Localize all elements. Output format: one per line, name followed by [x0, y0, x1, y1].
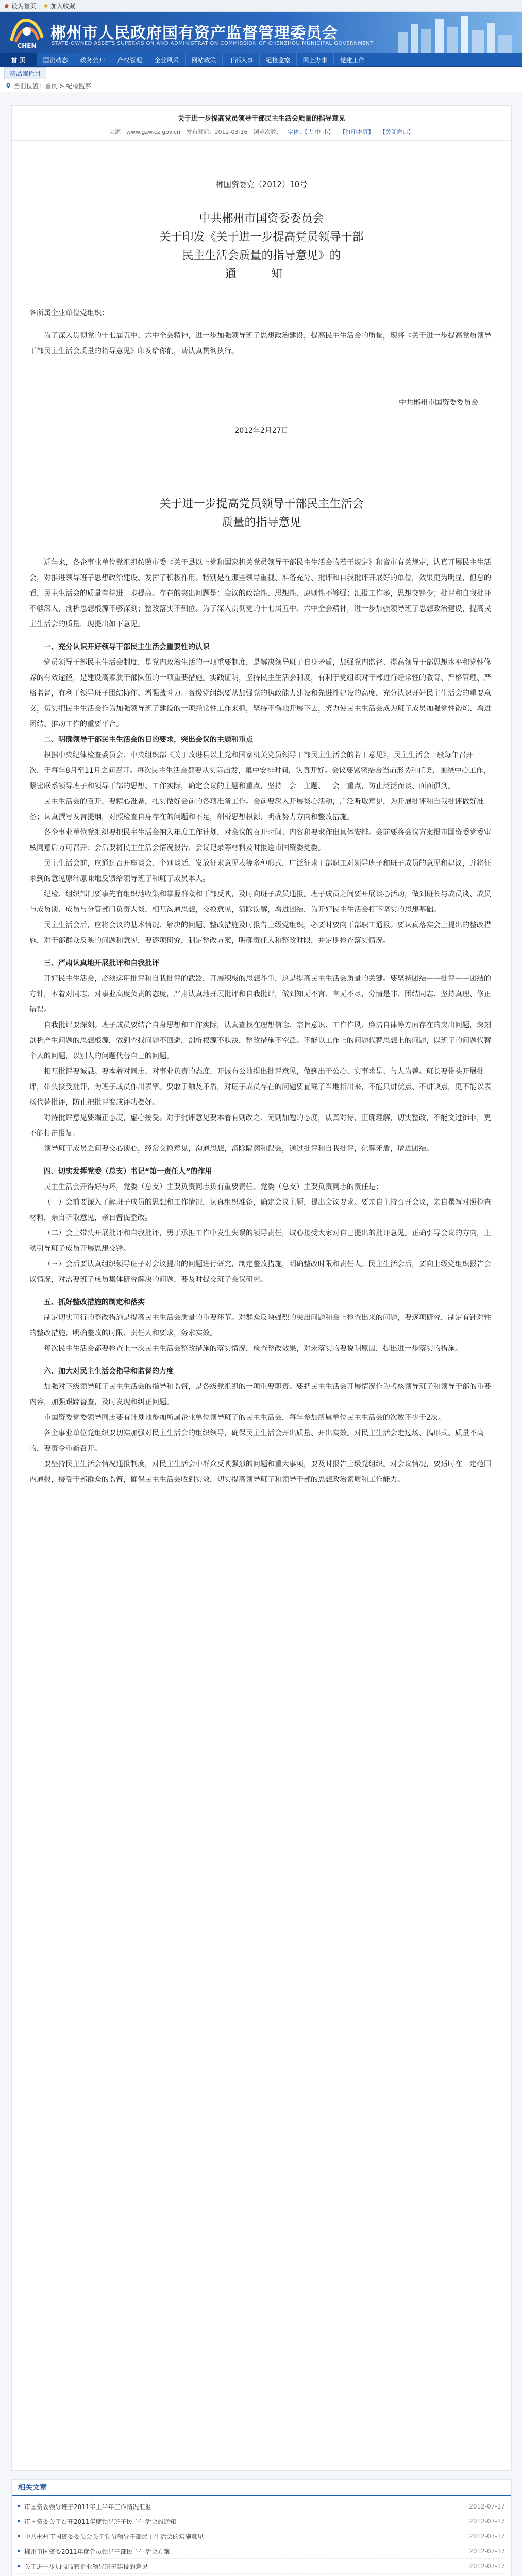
document-heading-line2: 关于印发《关于进一步提高党员领导干部	[159, 231, 364, 244]
breadcrumb-text: 当前位置：首页 > 纪检监察	[14, 82, 91, 90]
nav-news[interactable]: 国资动态	[37, 53, 74, 66]
related-item[interactable]	[18, 2499, 505, 2514]
home-icon	[4, 3, 9, 8]
related-item-title[interactable]: 中共郴州市国资委委员会关于党员领导干部民主生活会的实施意见	[18, 2532, 204, 2541]
set-home-label: 设为首页	[11, 2, 37, 10]
skyline-illustration	[388, 12, 522, 53]
related-list	[12, 2499, 511, 2576]
article-paragraph: 市国资委党委领导同志要有计划地参加所属企业单位领导班子的民主生活会，每年参加所属单位民主生活会的次数不少于2次。	[44, 1414, 445, 1422]
document-notice: 通 知	[225, 268, 298, 281]
close-window-button[interactable]: 【关闭窗口】	[379, 129, 414, 135]
nav-public-affairs[interactable]: 政务公开	[74, 53, 111, 66]
section-heading: 二、明确领导干部民主生活会的目的要求，突出会议的主题和重点	[44, 736, 253, 744]
addressee: 各所属企业单位党组织：	[29, 309, 109, 317]
star-icon	[43, 3, 48, 8]
meta-views: 浏览次数：	[253, 129, 282, 135]
article-paragraph: 近年来，各企事业单位党组织按照市委《关于县以上党和国家机关党员领导干部民主生活会的若干规定》和省市有关规定，认真开展民主生活会，对推进领导班子思想政治建设、发挥了积极作用。特别是在那些领导重视、准备充分、批评和自我批评开展好的单位，效果更为明显，但总的看，民主生活会的质量有待进一步提高。存在的突出问题是：会议的政治性、思想性、原则性不够强；汇报工作多，思想交锋少；批评和自我批评不够深入，剖析思想根源不够深刻；整改落实不到位。为了深入贯彻党的十七届五中、六中全会精神，进一步加强领导班子思想政治建设，提高民主生活会的质量，现提出如下意见。	[29, 558, 491, 629]
nav-home[interactable]: 首 页	[0, 53, 37, 66]
article-paragraph: 开好民主生活会，必须运用批评和自我批评的武器，开展积极的思想斗争，这是提高民主生活会质量的关键。要坚持团结——批评——团结的方针，本着对同志、对事业高度负责的态度，严肃认真地开展批评和自我批评，做到知无不言、言无不尽，分清是非、团结同志、坚持真理、修正错误。	[29, 975, 491, 1014]
related-item-date: 2012-07-17	[469, 2518, 505, 2525]
set-home-link[interactable]	[4, 2, 36, 10]
nav-discipline[interactable]: 纪检监察	[260, 53, 297, 66]
breadcrumb	[0, 79, 522, 92]
meta-source: 来源：www.gzw.cz.gov.cn	[109, 129, 180, 135]
nav-party-building[interactable]: 党建工作	[334, 53, 371, 66]
section-heading: 五、抓好整改措施的制定和落实	[44, 1298, 145, 1307]
related-item-title[interactable]: 市国资委领导班子2011年上半年工作情况汇报	[18, 2502, 151, 2511]
article-paragraph: 对待批评意见要端正态度，虚心接受。对于批评意见要本着有则改之、无则加勉的态度，认真对待，正确理解，切实整改，不能文过饰非，更不能打击报复。	[29, 1114, 491, 1138]
article-paragraph: 党员领导干部民主生活会制度，是党内政治生活的一项重要制度，是解决领导班子自身矛盾，加强党内监督、提高领导干部思想水平和党性修养的有效途径，是建设高素质干部队伍的一项重要措施。实践证明，坚持民主生活会制度，有利于党组织对干部进行经常性的教育、严格管理、严格监督，有利于领导班子团结协作、增强战斗力。各级党组织要从加强党的执政能力建设和先进性建设的高度，充分认识开好民主生活会的重要意义，切实把民主生活会作为加强领导班子建设的一项经常性工作来抓，坚持不懈地开展下去，努力使民主生活会成为班子成员加强党性锻炼、增进团结、推动工作的重要平台。	[29, 658, 491, 728]
related-item[interactable]	[18, 2544, 505, 2559]
top-bar	[0, 0, 522, 12]
article-paragraph: 民主生活会后，应将会议的基本情况、解决的问题、整改措施及时报告上级党组织，必要时要向干部职工通报。要认真落实会上提出的整改措施，对干部群众反映的问题和意见，要逐项研究，制定整改方案，明确责任人和整改时限，并定期检查落实情况。	[29, 921, 491, 945]
article-meta	[12, 128, 511, 141]
article-paragraph: 民主生活会开得好与坏，党委（总支）主要负责同志负有重要责任。党委（总支）主要负责同志的责任是：	[44, 1183, 383, 1191]
signature: 中共郴州市国资委委员会	[399, 399, 478, 407]
article-paragraph: 各企事业单位党组织要把民主生活会纳入年度工作计划，对会议的召开时间、内容和要求作出具体安排。会前要将会议方案报市国资委党委审核同意后方可召开；会后要将民主生活会情况报告、会议记录等材料及时报送市国资委党委。	[29, 828, 491, 852]
site-logo	[6, 15, 47, 50]
sub-nav-label[interactable]: 精品案栏目	[4, 67, 46, 79]
font-size-control[interactable]: 字体：【大 中 小】	[288, 129, 334, 135]
article-paragraph: 纪检、组织部门要事先有组织地收集和掌握群众和干部反映，及时向班子成员通报。班子成员之间要开展谈心活动，做到班长与成员谈、成员与成员谈、成员与分管部门负责人谈，相互沟通思想，交换意见，消除误解，增进团结，为开好民主生活会打下坚实的思想基础。	[29, 890, 491, 914]
nav-enterprise[interactable]: 企业风采	[148, 53, 186, 66]
signature-date: 2012年2月27日	[234, 427, 289, 435]
document-heading-line1: 中共郴州市国资委委员会	[199, 212, 324, 225]
related-item[interactable]	[18, 2529, 505, 2544]
site-subtitle: STATE-OWNED ASSETS SUPERVISION AND ADMINISTRATION COMMISSION OF CHENZHOU MUNICIPAL GOVERNMENT	[52, 41, 374, 46]
article-paragraph: 相互批评要诚恳。要本着对同志、对事业负责的态度，开诚布公地提出批评意见，做到出于公心、实事求是、与人为善。班长要带头开展批评，带头接受批评，为班子成员作出表率。要敢于触及矛盾，对班子成员存在的问题要直截了当地指出来，不能只讲优点、不讲缺点，更不能以表扬代替批评，防止把批评变成评功摆好。	[29, 1067, 491, 1107]
location-icon	[5, 82, 11, 89]
related-item[interactable]	[18, 2574, 505, 2576]
section-heading: 一、充分认识开好领导干部民主生活会重要性的认识	[44, 643, 210, 651]
nav-personnel[interactable]: 干部人事	[223, 53, 260, 66]
article-paragraph: 制定切实可行的整改措施是提高民主生活会质量的重要环节。对群众反映强烈的突出问题和会上检查出来的问题，要逐项研究，制定有针对性的整改措施，明确整改的时限、责任人和要求，务求实效。	[29, 1314, 491, 1337]
section-heading: 四、切实发挥党委（总支）书记“第一责任人”的作用	[44, 1167, 212, 1176]
article-panel	[11, 105, 512, 2471]
opinion-title-line1: 关于进一步提高党员领导干部民主生活会	[159, 498, 364, 511]
logo-text: CHEN	[17, 42, 37, 49]
article-paragraph: （三）会后要认真组织领导班子对会议提出的问题进行研究，制定整改措施，明确整改时限和责任人。民主生活会后，要向上级党组织报告会议情况，对需要班子成员集体研究解决的问题，要及时提交班子会议研究。	[29, 1260, 491, 1284]
site-title: 郴州市人民政府国有资产监督管理委员会	[50, 24, 338, 42]
print-button[interactable]: 【打印本页】	[340, 129, 374, 135]
related-title: 相关文章	[12, 2480, 511, 2496]
related-item-title[interactable]: 市国资委关于召开2011年度领导班子民主生活会的通知	[18, 2517, 176, 2526]
nav-online-service[interactable]: 网上办事	[297, 53, 334, 66]
section-heading: 三、严肃认真地开展批评和自我批评	[44, 959, 159, 968]
nav-policy[interactable]: 网站政策	[186, 53, 223, 66]
opinion-paragraphs	[29, 555, 494, 1487]
related-item-date: 2012-07-17	[469, 2563, 505, 2570]
related-item-date: 2012-07-17	[469, 2503, 505, 2510]
article-paragraph: 民主生活会的召开，要精心准备，扎实做好会前的各项准备工作。会前要深入开展谈心活动，广泛听取意见，为开展批评和自我批评做好准备；认真撰写发言提纲，对照检查自身存在的问题和不足，剖析思想根源，明确努力方向和整改措施。	[29, 798, 484, 821]
article-body	[12, 177, 511, 1487]
add-favorite-label: 加入收藏	[50, 2, 76, 10]
related-item-title[interactable]: 郴州市国资委2011年度党员领导干部民主生活会方案	[18, 2547, 170, 2556]
related-articles	[11, 2479, 512, 2576]
meta-date: 发布时间：2012-03-16	[186, 129, 248, 135]
article-paragraph: 要坚持民主生活会情况通报制度，对民主生活会中群众反映强烈的问题和重大事项，要及时报告上级党组织。对会议情况，要适时在一定范围内通报，接受干部群众的监督，确保民主生活会收到实效，切实提高领导班子和领导干部的思想政治素质和工作能力。	[29, 1460, 491, 1484]
article-paragraph: 加强对下级领导班子民主生活会的指导和监督，是各级党组织的一项重要职责。要把民主生活会开展情况作为考核领导班子和领导干部的重要内容，加强跟踪督查，及时发现和纠正问题。	[29, 1383, 491, 1406]
related-item[interactable]	[18, 2514, 505, 2529]
related-item-date: 2012-07-17	[469, 2548, 505, 2555]
opinion-title-line2: 质量的指导意见	[222, 516, 301, 529]
add-favorite-link[interactable]	[43, 2, 75, 10]
nav-property[interactable]: 产权管理	[111, 53, 148, 66]
article-paragraph: （二）会上带头开展批评和自我批评，勇于承担工作中发生失误的领导责任，诚心接受大家对自己提出的批评意见。正确引导会议的方向，主动引导班子成员开展思想交锋。	[29, 1229, 491, 1253]
article-paragraph: 根据中央纪律检查委员会、中央组织部《关于改进县以上党和国家机关党员领导干部民主生活会的若干意见》，民主生活会一般每年召开一次，于每年8月至11月之间召开。每次民主生活会都要从实际出发，集中安排时间，认真开好。会议要紧密结合当前形势和任务，围绕中心工作，紧密联系领导班子和领导干部的思想、工作实际，确定会议的主题和重点，坚持一会一主题、一会一重点，防止泛泛而谈、面面俱到。	[29, 751, 491, 790]
article-paragraph: 各企事业单位党组织要切实加强对民主生活会的组织领导，确保民主生活会开出质量、开出实效。对民主生活会走过场、搞形式、质量不高的，要责令重新召开。	[29, 1429, 484, 1453]
related-item[interactable]	[18, 2559, 505, 2574]
article-paragraph: 民主生活会前，应通过召开座谈会、个别谈话、发放征求意见表等多种形式，广泛征求干部职工对领导班子和班子成员的意见和建议，并将征求到的意见原汁原味地反馈给领导班子和班子成员本人。	[29, 859, 491, 883]
article-page-title: 关于进一步提高党员领导干部民主生活会质量的指导意见	[177, 115, 345, 123]
intro-paragraph: 为了深入贯彻党的十七届五中、六中全会精神，进一步加强领导班子思想政治建设，提高民主生活会的质量，现将《关于进一步提高党员领导干部民主生活会质量的指导意见》印发给你们，请认真贯彻执行。	[29, 332, 491, 355]
related-item-date: 2012-07-17	[469, 2533, 505, 2540]
article-paragraph: 每次民主生活会都要检查上一次民主生活会整改措施的落实情况，检查整改效果，对未落实的要说明原因，提出进一步落实的措施。	[44, 1345, 462, 1353]
section-heading: 六、加大对民主生活会指导和监督的力度	[44, 1367, 174, 1376]
related-item-title[interactable]: 关于进一步加强监管企业领导班子建设的意见	[18, 2562, 148, 2571]
sub-nav	[0, 67, 522, 79]
article-paragraph: 领导班子成员之间要交心谈心，经常交换意见，沟通思想，消除隔阂和误会，通过批评和自我批评，化解矛盾，增进团结。	[44, 1145, 433, 1153]
site-banner	[0, 12, 522, 53]
article-paragraph: （一）会前要深入了解班子成员的思想和工作情况，认真组织准备，确定会议主题，提出会议要求。要亲自主持召开会议，亲自撰写对照检查材料，亲自听取意见，亲自督促整改。	[29, 1198, 491, 1222]
document-heading-line3: 民主生活会质量的指导意见》的	[182, 249, 341, 262]
article-paragraph: 自我批评要深刻。班子成员要结合自身思想和工作实际，认真查找在理想信念、宗旨意识、工作作风、廉洁自律等方面存在的突出问题，深刻剖析产生问题的思想根源，做到查找问题不回避，剖析根源不肤浅，整改措施不空泛。不能以工作上的问题代替思想上的问题，以班子的问题代替个人的问题，以别人的问题代替自己的问题。	[29, 1021, 491, 1060]
main-nav	[0, 53, 522, 67]
document-number: 郴国资委党（2012）10号	[215, 180, 308, 189]
